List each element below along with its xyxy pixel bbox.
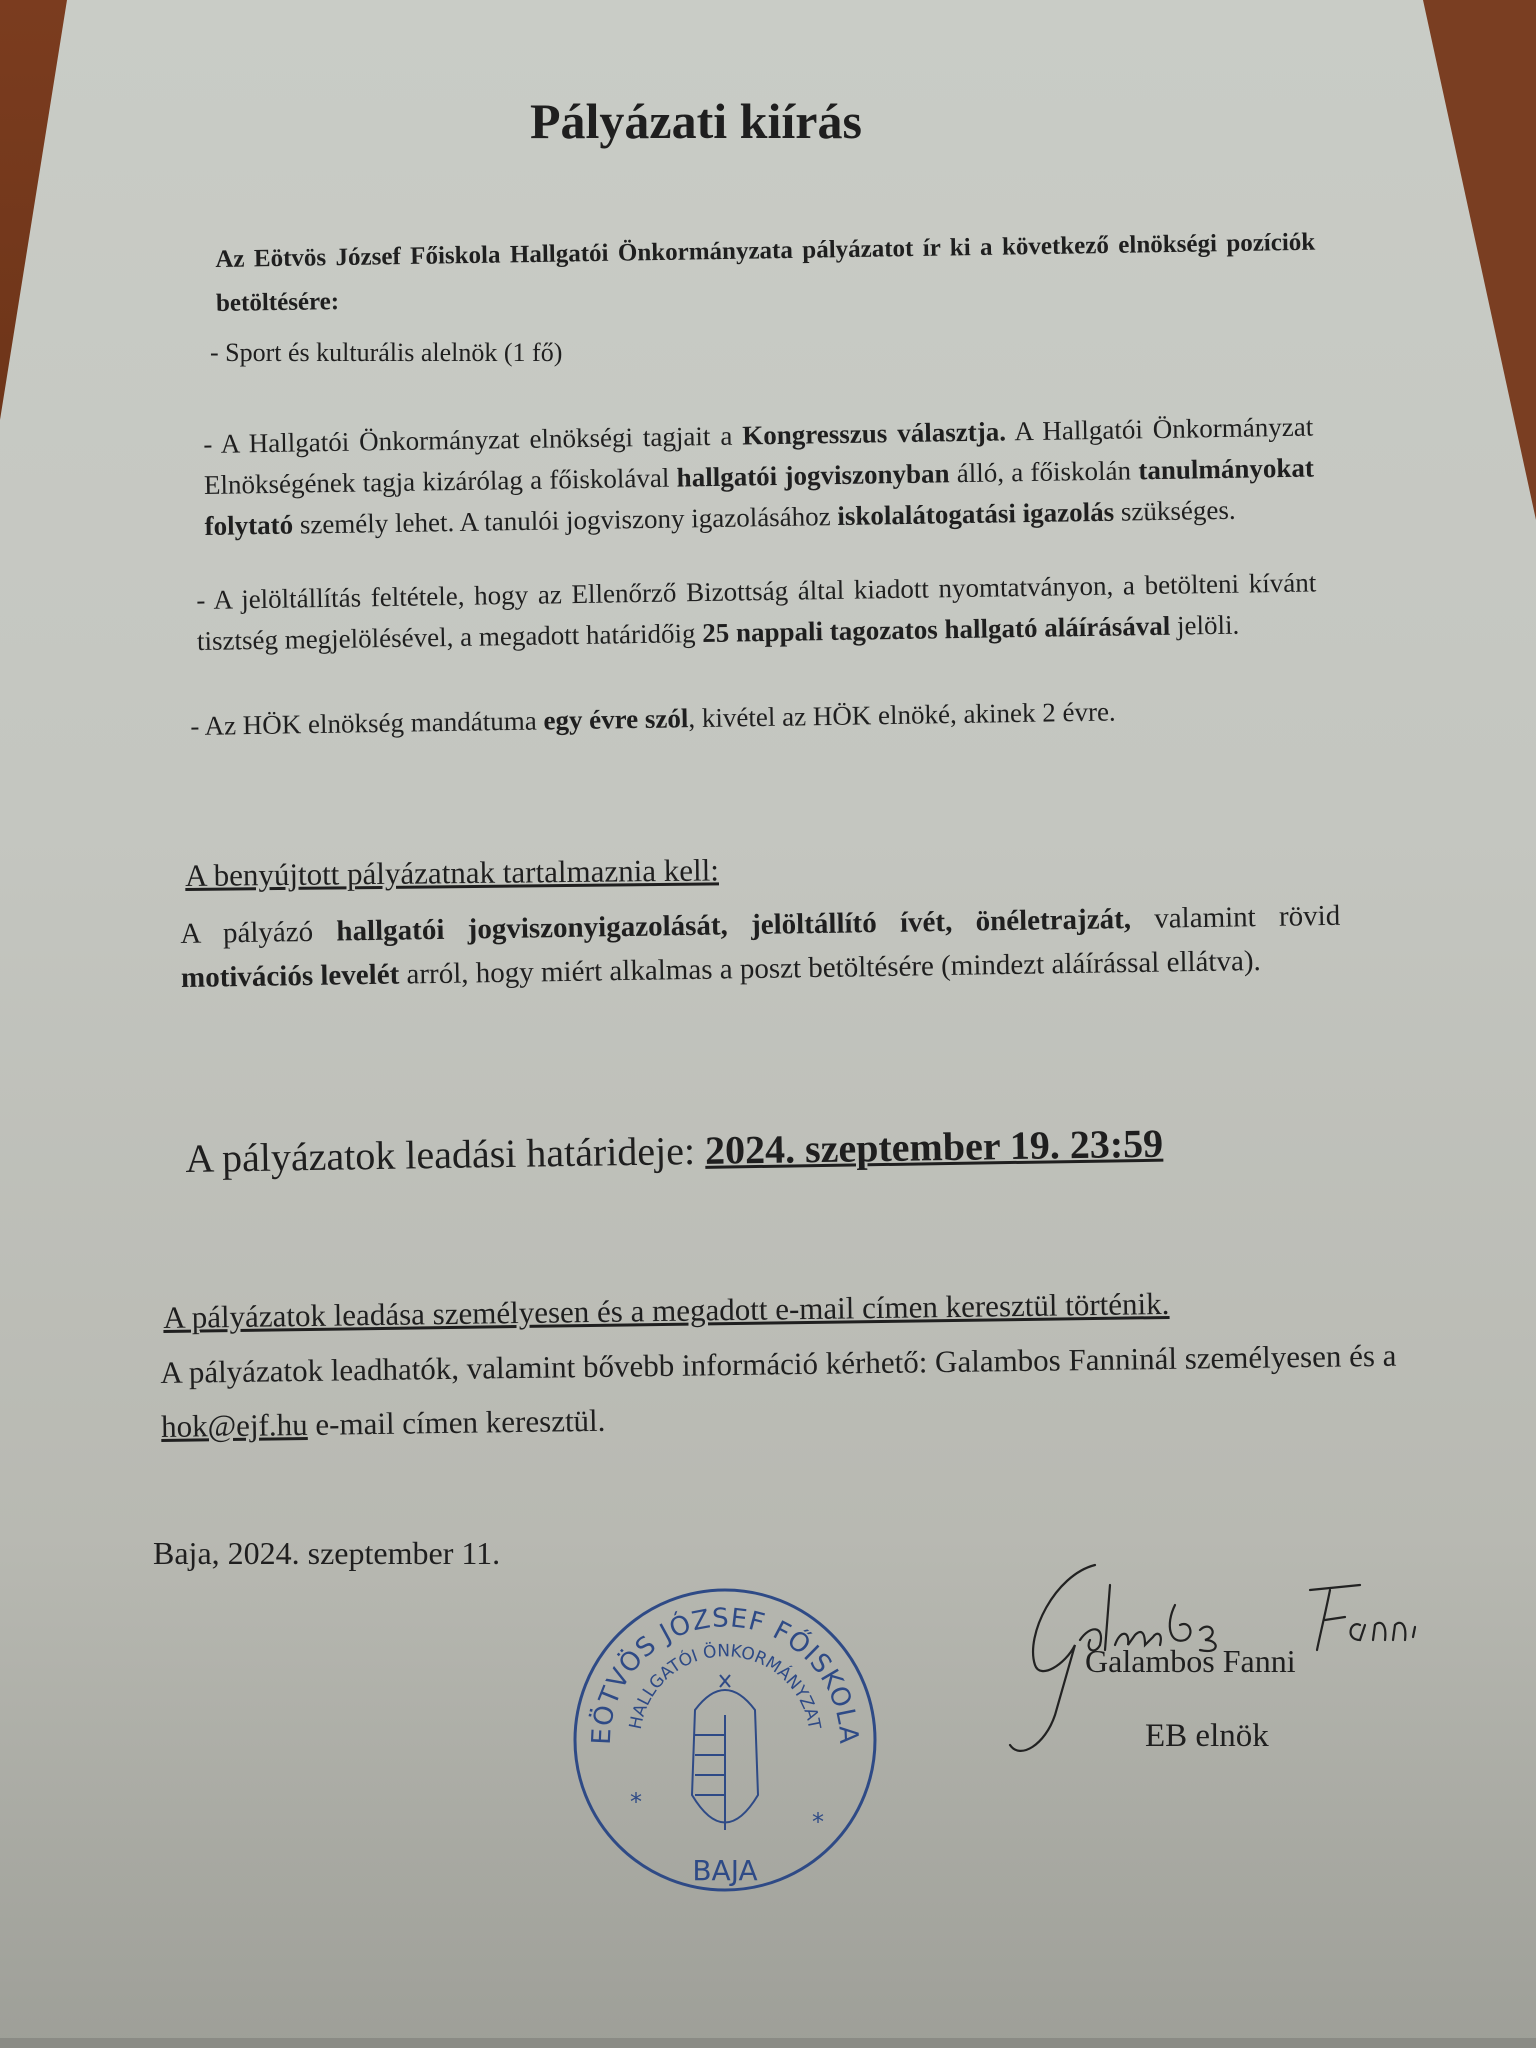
place-date: Baja, 2024. szeptember 11. [153, 1535, 501, 1571]
bold-text: egy évre szól [543, 703, 689, 736]
bold-text: 25 nappali tagozatos hallgató aláírásával [702, 610, 1171, 649]
email-link[interactable]: hok@ejf.hu [160, 1406, 308, 1444]
bold-text: hallgatói jogviszonyban [676, 458, 950, 493]
svg-text:HALLGATÓI ÖNKORMÁNYZAT: HALLGATÓI ÖNKORMÁNYZAT [625, 1641, 825, 1732]
text: A pályázatok leadhatók, valamint bővebb információ kérhető: Galambos Fanninál személyesen és a [160, 1337, 1397, 1390]
requirements-paragraph [180, 894, 1341, 1000]
paragraph-election [203, 407, 1315, 547]
intro-paragraph: Az Eötvös József Főiskola Hallgatói Önkormányzata pályázatot ír ki a következő elnökségi pozíciók betöltésére: [215, 228, 1316, 317]
text: álló, a főiskolán [949, 455, 1139, 489]
text: A Hallgatói Önkormányzat Elnökségének tagja kizárólag a főiskolával [203, 411, 1314, 500]
text: - A jelöltállítás feltétele, hogy az Ellenőrző Bizottság által kiadott nyomtatványon, a betölteni kívánt tisztség megjelölésével, a megadott határidőig [196, 567, 1317, 656]
text: személy lehet. A tanulói jogviszony igazolásához [292, 501, 838, 540]
document-title: Pályázati kiírás [530, 93, 862, 149]
text: szükséges. [1113, 494, 1236, 527]
svg-text:*: * [812, 1808, 824, 1836]
signer-role: EB elnök [1145, 1718, 1269, 1754]
text: arról, hogy miért alkalmas a poszt betöltésére (mindezt aláírással ellátva). [398, 945, 1261, 991]
text: A pályázó [180, 915, 337, 950]
requirements-heading: A benyújtott pályázatnak tartalmaznia kell: [185, 852, 720, 893]
deadline-date: 2024. szeptember 19. 23:59 [704, 1120, 1164, 1173]
svg-text:*: * [630, 1788, 642, 1816]
deadline-label: A pályázatok leadási határideje: [185, 1127, 706, 1181]
text: - Az HÖK elnökség mandátuma [190, 705, 544, 741]
bold-text: iskolalátogatási igazolás [837, 496, 1115, 532]
official-stamp-icon [560, 1575, 890, 1905]
signer-name: Galambos Fanni [1085, 1643, 1296, 1679]
bold-text: Kongresszus választja. [742, 416, 1007, 451]
text: jelöli. [1169, 609, 1240, 641]
text: - A Hallgatói Önkormányzat elnökségi tagjait a [203, 420, 743, 459]
paragraph-mandate [190, 688, 1326, 747]
bold-text: tanulmányokat folytató [204, 452, 1315, 541]
text: e-mail címen keresztül. [307, 1402, 606, 1442]
paragraph-nomination [196, 562, 1317, 662]
svg-text:BAJA: BAJA [692, 1854, 758, 1887]
svg-text:EÖTVÖS JÓZSEF FŐISKOLA: EÖTVÖS JÓZSEF FŐISKOLA [586, 1603, 864, 1746]
bold-text: hallgatói jogviszonyigazolását, jelöltállító ívét, önéletrajzát, [336, 903, 1132, 948]
submission-heading: A pályázatok leadása személyesen és a megadott e-mail címen keresztül történik. [163, 1285, 1170, 1335]
text: valamint rövid [1130, 899, 1341, 936]
deadline-line [185, 1120, 1163, 1182]
position-item: - Sport és kulturális alelnök (1 fő) [210, 338, 563, 367]
bold-text: motivációs levelét [180, 958, 400, 994]
submission-info [160, 1329, 1401, 1454]
text: , kivétel az HÖK elnöké, akinek 2 évre. [688, 696, 1116, 734]
